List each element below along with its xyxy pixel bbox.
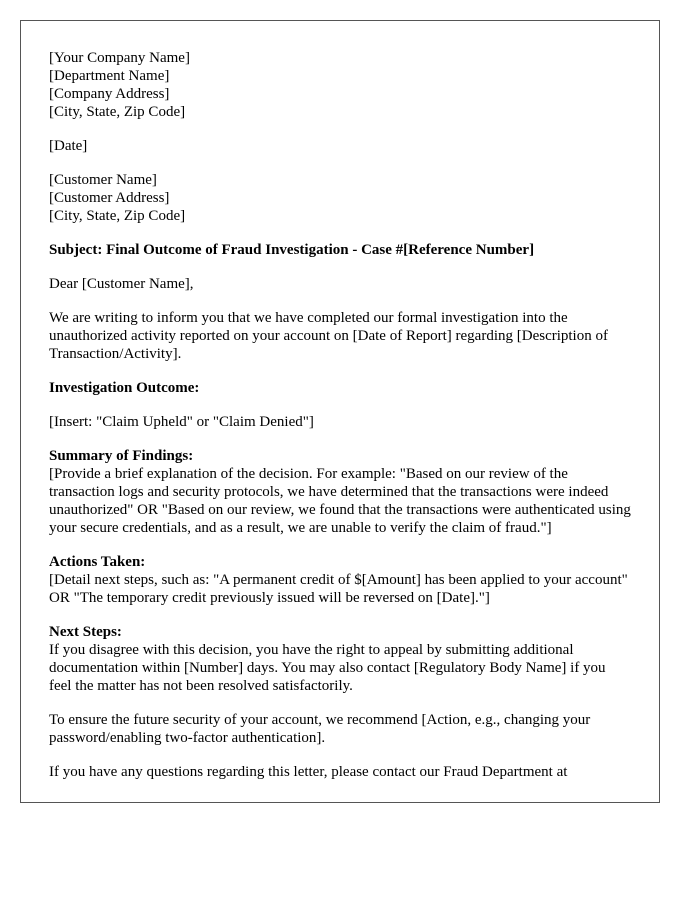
- next-steps-text: If you disagree with this decision, you have the right to appeal by submitting additional documentation within [Number] days. You may also contact [Regulatory Body Name] if you feel the matter has not been resolved satisfactorily.: [49, 642, 606, 694]
- intro-paragraph: We are writing to inform you that we have completed our formal investigation into the unauthorized activity reported on your account on [Date of Report] regarding [Description of Transaction/Activity].: [49, 310, 608, 362]
- contact-paragraph: If you have any questions regarding this letter, please contact our Fraud Department at: [49, 764, 568, 780]
- salutation: Dear [Customer Name],: [49, 276, 194, 292]
- actions-text: [Detail next steps, such as: "A permanent credit of $[Amount] has been applied to your account" OR "The temporary credit previously issued will be reversed on [Date]."]: [49, 572, 628, 606]
- sender-address-block: [49, 49, 631, 121]
- findings-heading: Summary of Findings:: [49, 448, 194, 464]
- letter-subject: Subject: Final Outcome of Fraud Investigation - Case #[Reference Number]: [49, 242, 535, 258]
- sender-city-state-zip: [City, State, Zip Code]: [49, 104, 186, 120]
- letter-date: [Date]: [49, 138, 88, 154]
- recipient-address-block: [49, 171, 631, 225]
- letter-page: [20, 20, 660, 803]
- sender-company: [Your Company Name]: [49, 50, 190, 66]
- security-paragraph: To ensure the future security of your account, we recommend [Action, e.g., changing your password/enabling two-factor authentication].: [49, 712, 591, 746]
- findings-text: [Provide a brief explanation of the decision. For example: "Based on our review of the transaction logs and security protocols, we have determined that the transactions were indeed unauthorized" OR "Based on our review, we found that the transactions were authenticated using your secure credentials, and as a result, we are unable to verify the claim of fraud."]: [49, 466, 631, 536]
- recipient-address: [Customer Address]: [49, 190, 170, 206]
- findings-section: [49, 447, 631, 537]
- actions-section: [49, 553, 631, 607]
- outcome-text: [Insert: "Claim Upheld" or "Claim Denied"]: [49, 414, 314, 430]
- sender-address: [Company Address]: [49, 86, 170, 102]
- actions-heading: Actions Taken:: [49, 554, 146, 570]
- letter-body: [21, 21, 659, 781]
- sender-department: [Department Name]: [49, 68, 170, 84]
- recipient-city-state-zip: [City, State, Zip Code]: [49, 208, 186, 224]
- next-steps-heading: Next Steps:: [49, 624, 122, 640]
- recipient-name: [Customer Name]: [49, 172, 157, 188]
- next-steps-section: [49, 623, 631, 695]
- date-block: [49, 137, 631, 155]
- outcome-heading: Investigation Outcome:: [49, 380, 200, 396]
